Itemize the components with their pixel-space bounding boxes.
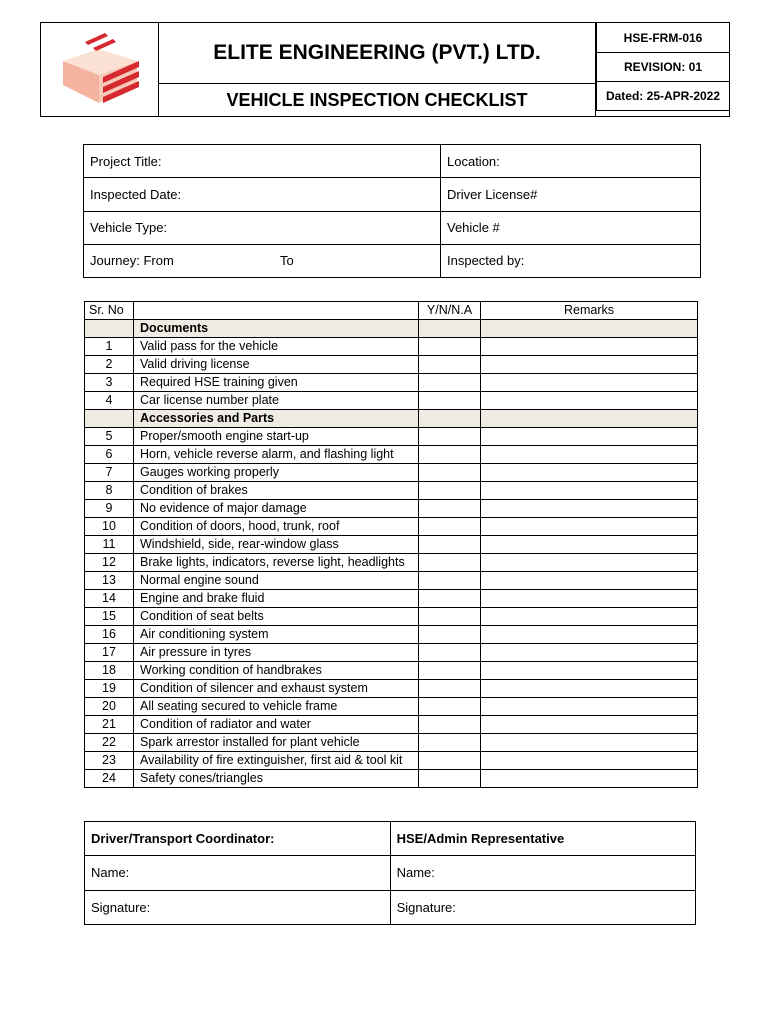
checklist-row [85, 716, 698, 734]
checklist-section-row [85, 410, 698, 428]
remarks-input[interactable] [481, 500, 698, 518]
remarks-input[interactable] [481, 338, 698, 356]
checklist-row [85, 518, 698, 536]
remarks-header: Remarks [481, 302, 698, 320]
sr-no-header: Sr. No [85, 302, 134, 320]
checklist-item-label: Safety cones/triangles [134, 770, 419, 788]
remarks-input[interactable] [481, 716, 698, 734]
remarks-input[interactable] [481, 518, 698, 536]
sr-no-cell: 12 [85, 554, 134, 572]
checklist-item-label: Air conditioning system [134, 626, 419, 644]
checklist-row [85, 662, 698, 680]
vehicle-number-field[interactable]: Vehicle # [441, 211, 701, 244]
checklist-row [85, 374, 698, 392]
sr-no-cell: 5 [85, 428, 134, 446]
checklist-item-label: Required HSE training given [134, 374, 419, 392]
remarks-input[interactable] [481, 644, 698, 662]
journey-field[interactable] [84, 244, 441, 277]
ynna-input[interactable] [419, 392, 481, 410]
checklist-row [85, 626, 698, 644]
checklist-item-label: Condition of silencer and exhaust system [134, 680, 419, 698]
checklist-row [85, 698, 698, 716]
signoff-table [84, 821, 696, 925]
ynna-input[interactable] [419, 500, 481, 518]
sr-no-cell: 3 [85, 374, 134, 392]
remarks-input[interactable] [481, 590, 698, 608]
remarks-input[interactable] [481, 698, 698, 716]
inspected-date-field[interactable]: Inspected Date: [84, 178, 441, 211]
remarks-input[interactable] [481, 680, 698, 698]
ynna-input[interactable] [419, 554, 481, 572]
sr-no-cell: 13 [85, 572, 134, 590]
sr-no-cell: 21 [85, 716, 134, 734]
inspection-info-table [83, 144, 701, 278]
remarks-input[interactable] [481, 608, 698, 626]
inspection-checklist-table [84, 301, 698, 788]
ynna-input[interactable] [419, 572, 481, 590]
sr-no-cell: 19 [85, 680, 134, 698]
company-name: ELITE ENGINEERING (PVT.) LTD. [159, 23, 596, 84]
ynna-input[interactable] [419, 410, 481, 428]
checklist-header-row [85, 302, 698, 320]
ynna-input[interactable] [419, 680, 481, 698]
checklist-row [85, 554, 698, 572]
checklist-item-label: Horn, vehicle reverse alarm, and flashing light [134, 446, 419, 464]
ynna-input[interactable] [419, 356, 481, 374]
sr-no-cell: 11 [85, 536, 134, 554]
hse-admin-heading: HSE/Admin Representative [390, 822, 695, 856]
checklist-item-label: All seating secured to vehicle frame [134, 698, 419, 716]
item-header [134, 302, 419, 320]
checklist-row [85, 536, 698, 554]
checklist-row [85, 752, 698, 770]
checklist-item-label: Valid pass for the vehicle [134, 338, 419, 356]
checklist-item-label: Air pressure in tyres [134, 644, 419, 662]
remarks-input[interactable] [481, 734, 698, 752]
ynna-input[interactable] [419, 464, 481, 482]
checklist-item-label: Availability of fire extinguisher, first aid & tool kit [134, 752, 419, 770]
remarks-input[interactable] [481, 554, 698, 572]
checklist-item-label: Condition of brakes [134, 482, 419, 500]
driver-signature-field[interactable]: Signature: [85, 890, 391, 924]
sr-no-cell: 16 [85, 626, 134, 644]
remarks-input[interactable] [481, 410, 698, 428]
checklist-item-label: Working condition of handbrakes [134, 662, 419, 680]
project-title-field[interactable]: Project Title: [84, 145, 441, 178]
checklist-row [85, 464, 698, 482]
checklist-item-label: Engine and brake fluid [134, 590, 419, 608]
hse-name-field[interactable]: Name: [390, 856, 695, 890]
ynna-input[interactable] [419, 734, 481, 752]
sr-no-cell: 9 [85, 500, 134, 518]
sr-no-cell [85, 410, 134, 428]
checklist-row [85, 428, 698, 446]
checklist-item-label: No evidence of major damage [134, 500, 419, 518]
sr-no-cell: 24 [85, 770, 134, 788]
sr-no-cell: 10 [85, 518, 134, 536]
ynna-input[interactable] [419, 446, 481, 464]
ynna-input[interactable] [419, 752, 481, 770]
checklist-row [85, 392, 698, 410]
checklist-item-label: Spark arrestor installed for plant vehicle [134, 734, 419, 752]
driver-coordinator-heading: Driver/Transport Coordinator: [85, 822, 391, 856]
checklist-row [85, 356, 698, 374]
remarks-input[interactable] [481, 662, 698, 680]
checklist-row [85, 734, 698, 752]
sr-no-cell: 1 [85, 338, 134, 356]
form-title: VEHICLE INSPECTION CHECKLIST [159, 84, 596, 117]
ynna-input[interactable] [419, 770, 481, 788]
ynna-input[interactable] [419, 536, 481, 554]
sr-no-cell: 20 [85, 698, 134, 716]
remarks-input[interactable] [481, 446, 698, 464]
remarks-input[interactable] [481, 356, 698, 374]
ynna-input[interactable] [419, 374, 481, 392]
ynna-input[interactable] [419, 698, 481, 716]
checklist-section-row [85, 320, 698, 338]
ynna-header: Y/N/N.A [419, 302, 481, 320]
remarks-input[interactable] [481, 464, 698, 482]
remarks-input[interactable] [481, 572, 698, 590]
vehicle-type-field[interactable]: Vehicle Type: [84, 211, 441, 244]
sr-no-cell: 17 [85, 644, 134, 662]
ynna-input[interactable] [419, 590, 481, 608]
location-field[interactable]: Location: [441, 145, 701, 178]
checklist-row [85, 446, 698, 464]
remarks-input[interactable] [481, 428, 698, 446]
checklist-item-label: Car license number plate [134, 392, 419, 410]
checklist-row [85, 572, 698, 590]
remarks-input[interactable] [481, 320, 698, 338]
driver-license-field[interactable]: Driver License# [441, 178, 701, 211]
ynna-input[interactable] [419, 482, 481, 500]
company-logo [41, 23, 159, 117]
remarks-input[interactable] [481, 752, 698, 770]
checklist-item-label: Windshield, side, rear-window glass [134, 536, 419, 554]
remarks-input[interactable] [481, 770, 698, 788]
sr-no-cell: 15 [85, 608, 134, 626]
checklist-item-label: Normal engine sound [134, 572, 419, 590]
journey-to-label: To [280, 253, 294, 269]
checklist-item-label: Condition of doors, hood, trunk, roof [134, 518, 419, 536]
doc-date: Dated: 25-APR-2022 [596, 81, 730, 111]
sr-no-cell: 2 [85, 356, 134, 374]
hse-signature-field[interactable]: Signature: [390, 890, 695, 924]
checklist-item-label: Brake lights, indicators, reverse light, headlights [134, 554, 419, 572]
remarks-input[interactable] [481, 626, 698, 644]
logo-icon [41, 23, 158, 111]
sr-no-cell [85, 320, 134, 338]
remarks-input[interactable] [481, 374, 698, 392]
checklist-row [85, 770, 698, 788]
remarks-input[interactable] [481, 536, 698, 554]
ynna-input[interactable] [419, 626, 481, 644]
ynna-input[interactable] [419, 338, 481, 356]
checklist-row [85, 482, 698, 500]
ynna-input[interactable] [419, 608, 481, 626]
checklist-item-label: Valid driving license [134, 356, 419, 374]
sr-no-cell: 18 [85, 662, 134, 680]
sr-no-cell: 23 [85, 752, 134, 770]
journey-from-label: Journey: From [90, 253, 174, 269]
ynna-input[interactable] [419, 716, 481, 734]
checklist-row [85, 680, 698, 698]
checklist-row [85, 500, 698, 518]
ynna-input[interactable] [419, 320, 481, 338]
checklist-item-label: Gauges working properly [134, 464, 419, 482]
checklist-row [85, 590, 698, 608]
sr-no-cell: 14 [85, 590, 134, 608]
section-title: Accessories and Parts [134, 410, 419, 428]
sr-no-cell: 4 [85, 392, 134, 410]
checklist-row [85, 338, 698, 356]
driver-name-field[interactable]: Name: [85, 856, 391, 890]
doc-code-cell: HSE-FRM-016 [596, 22, 730, 52]
sr-no-cell: 7 [85, 464, 134, 482]
checklist-row [85, 644, 698, 662]
ynna-input[interactable] [419, 662, 481, 680]
section-title: Documents [134, 320, 419, 338]
ynna-input[interactable] [419, 518, 481, 536]
checklist-item-label: Condition of seat belts [134, 608, 419, 626]
remarks-input[interactable] [481, 482, 698, 500]
remarks-input[interactable] [481, 392, 698, 410]
checklist-item-label: Condition of radiator and water [134, 716, 419, 734]
sr-no-cell: 8 [85, 482, 134, 500]
checklist-item-label: Proper/smooth engine start-up [134, 428, 419, 446]
ynna-input[interactable] [419, 644, 481, 662]
sr-no-cell: 6 [85, 446, 134, 464]
revision-cell: REVISION: 01 [596, 52, 730, 81]
ynna-input[interactable] [419, 428, 481, 446]
inspected-by-field[interactable]: Inspected by: [441, 244, 701, 277]
checklist-row [85, 608, 698, 626]
sr-no-cell: 22 [85, 734, 134, 752]
